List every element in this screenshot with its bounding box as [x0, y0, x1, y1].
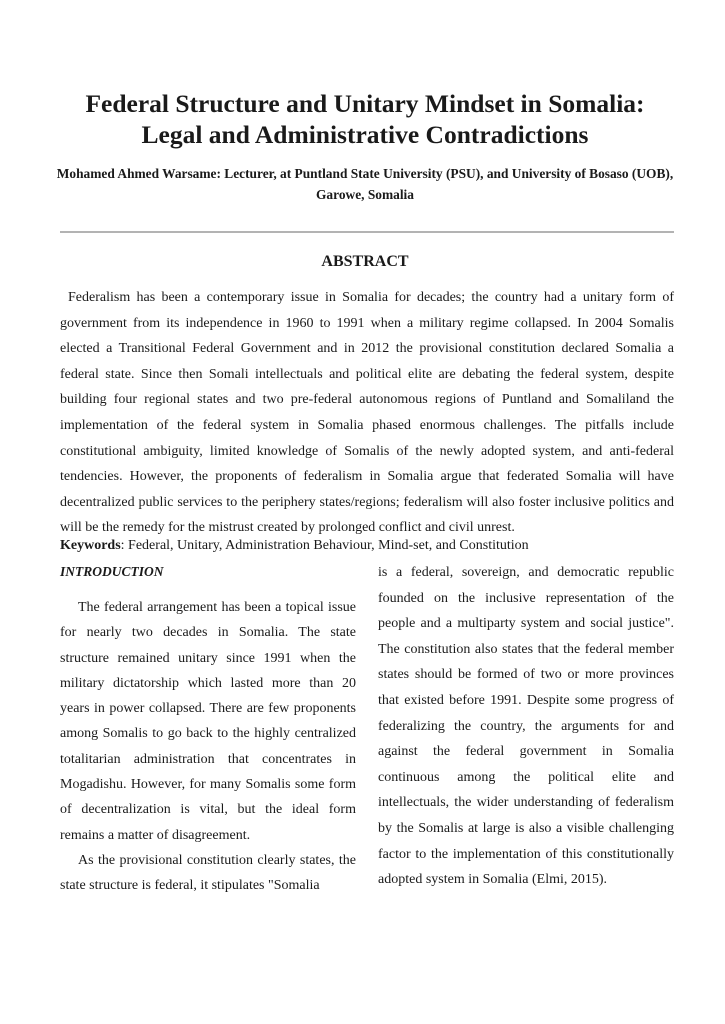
header-divider [60, 231, 674, 233]
keywords-label: Keywords [60, 538, 121, 553]
intro-paragraph-1: The federal arrangement has been a topical issue for nearly two decades in Somalia. The state structure remained unitary since 1991 when the military dictatorship which lasted more than 20 years in power collapsed. There are few proponents among Somalis to go back to the highly centralized totalitarian administration that concentrates in Mogadishu. However, for many Somalis some form of decentralization is vital, but the ideal form remains a matter of disagreement. [60, 600, 356, 843]
keywords-list: : Federal, Unitary, Administration Behaviour, Mind-set, and Constitution [120, 538, 529, 553]
abstract-heading: ABSTRACT [321, 253, 409, 270]
intro-paragraph-2: As the provisional constitution clearly states, the state structure is federal, it stipulates "Somalia [60, 852, 356, 894]
intro-paragraph-2-continued: is a federal, sovereign, and democratic republic founded on the inclusive representation of the people and a multiparty system and social justice". The constitution also states that the federal member states should be formed of two or more provinces that existed before 1991. Despite some progress of federalizing the country, the arguments for and against the federal government in Somalia continuous among the political elite and intellectuals, the wider understanding of federalism by the Somalis at large is also a visible challenging factor to the implementation of this constitutionally adopted system in Somalia (Elmi, 2015). [378, 565, 674, 888]
author-affiliation: Mohamed Ahmed Warsame: Lecturer, at Puntland State University (PSU), and University of Bosaso (UOB), Garowe, Somalia [56, 166, 674, 202]
right-column [378, 560, 674, 893]
keywords-line [60, 536, 674, 556]
paper-title: Federal Structure and Unitary Mindset in Somalia: Legal and Administrative Contradictions [85, 89, 645, 149]
left-column [60, 560, 356, 899]
abstract-text: Federalism has been a contemporary issue in Somalia for decades; the country had a unitary form of government from its independence in 1960 to 1991 when a military regime collapsed. In 2004 Somalis elected a Transitional Federal Government and in 2012 the provisional constitution declared Somalia a federal state. Since then Somali intellectuals and political elite are debating the federal system, despite building four regional states and two pre-federal autonomous regions of Puntland and Somaliland the implementation of the federal system in Somalia phased enormous challenges. The pitfalls include constitutional ambiguity, limited knowledge of Somalis of the newly adopted system, and anti-federal tendencies. However, the proponents of federalism in Somalia argue that federated Somalia will have decentralized public services to the periphery states/regions; federalism will also foster inclusive politics and will be the remedy for the mistrust created by prolonged conflict and civil unrest. [60, 290, 674, 536]
introduction-heading: INTRODUCTION [60, 564, 164, 579]
